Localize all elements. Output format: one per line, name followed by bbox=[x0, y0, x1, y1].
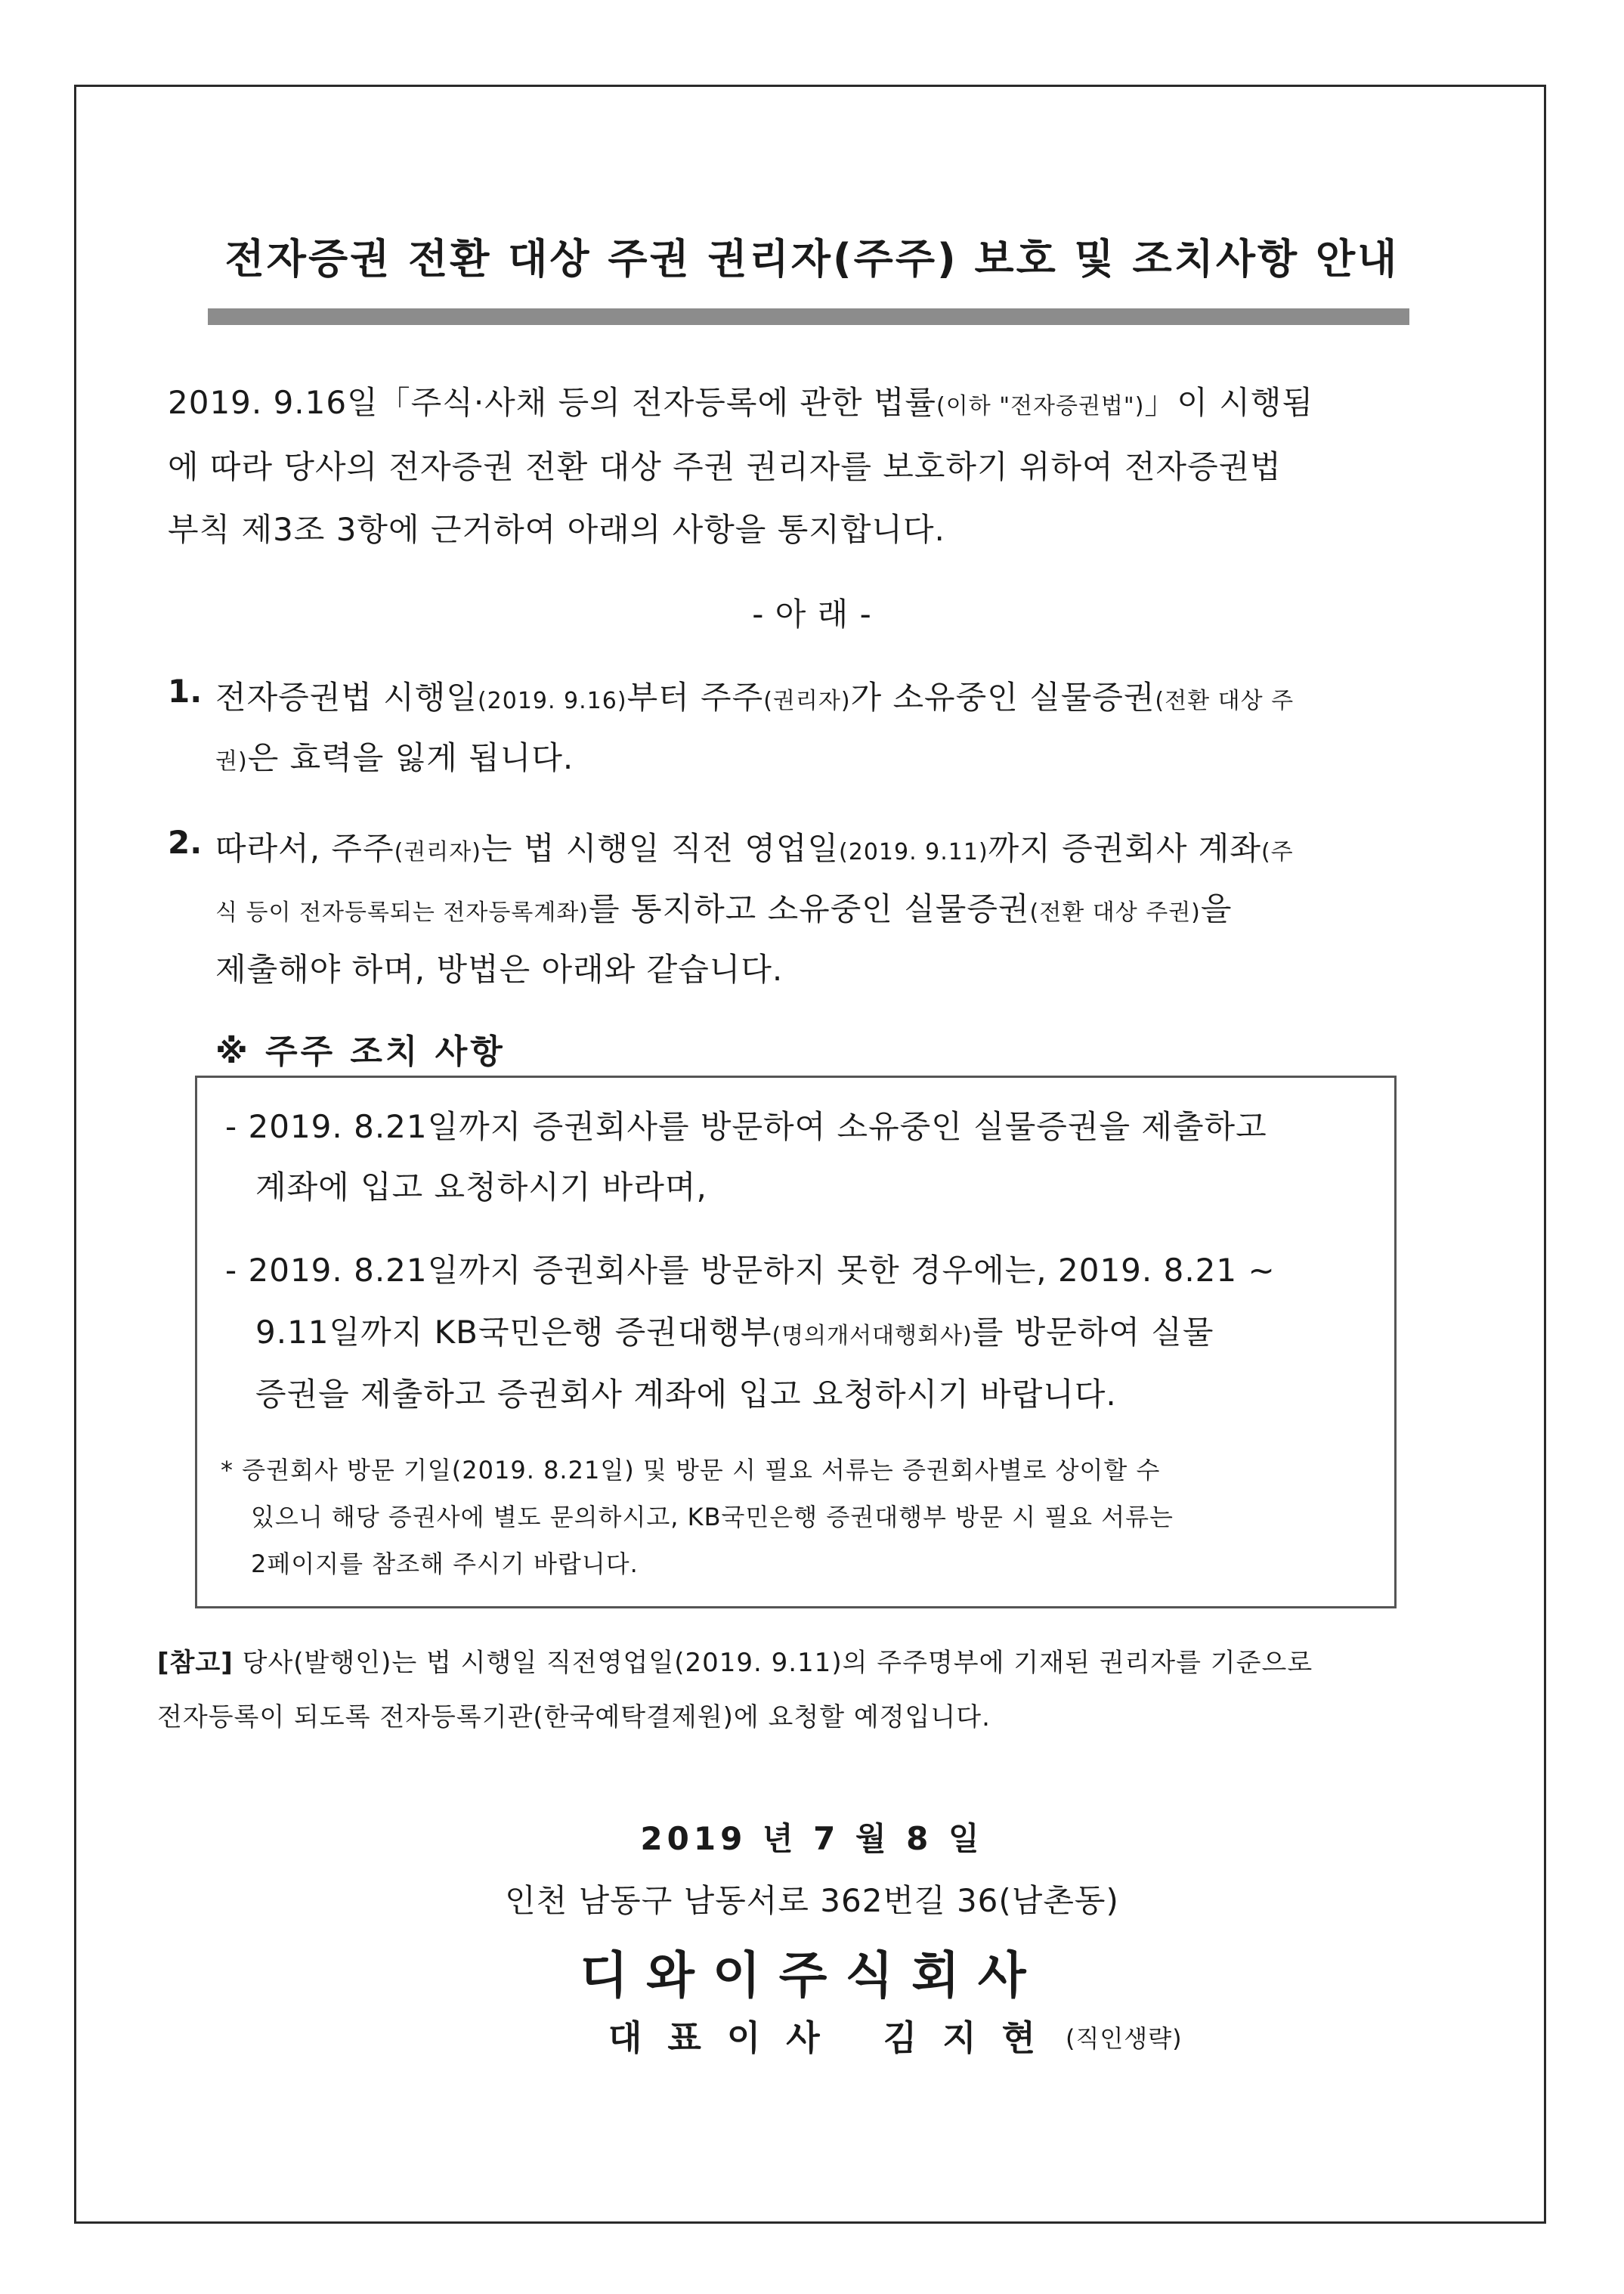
intro-line-2: 에 따라 당사의 전자증권 전환 대상 주권 권리자를 보호하기 위하여 전자증권법 bbox=[168, 448, 1282, 485]
item-1-line-1: 전자증권법 시행일(2019. 9.16)부터 주주(권리자)가 소유중인 실물증권(전환 대상 주 bbox=[215, 679, 1295, 716]
below-marker: - 아 래 - bbox=[752, 596, 872, 633]
item-2-line-2: 식 등이 전자등록되는 전자등록계좌)를 통지하고 소유중인 실물증권(전환 대상 주권)을 bbox=[215, 890, 1233, 927]
action-heading: ※ 주주 조치 사항 bbox=[215, 1032, 506, 1071]
item-1-line-2: 권)은 효력을 잃게 됩니다. bbox=[215, 739, 574, 776]
company-name: 디와이주식회사 bbox=[580, 1946, 1044, 2005]
intro-line-1: 2019. 9.16일「주식·사채 등의 전자등록에 관한 법률(이하 "전자증권법")」이 시행됨 bbox=[168, 384, 1314, 421]
action-2-line-3: 증권을 제출하고 증권회사 계좌에 입고 요청하시기 바랍니다. bbox=[255, 1376, 1117, 1413]
title-underline bbox=[208, 308, 1409, 325]
box-note-line-1: * 증권회사 방문 기일(2019. 8.21일) 및 방문 시 필요 서류는 증권회사별로 상이할 수 bbox=[221, 1456, 1161, 1484]
action-2-line-2: 9.11일까지 KB국민은행 증권대행부(명의개서대행회사)를 방문하여 실물 bbox=[255, 1314, 1214, 1351]
notice-title: 전자증권 전환 대상 주권 권리자(주주) 보호 및 조치사항 안내 bbox=[224, 235, 1400, 283]
action-1-line-2: 계좌에 입고 요청하시기 바라며, bbox=[255, 1169, 707, 1206]
item-2-line-3: 제출해야 하며, 방법은 아래와 같습니다. bbox=[215, 951, 784, 988]
item-2-line-1: 따라서, 주주(권리자)는 법 시행일 직전 영업일(2019. 9.11)까지 증권회사 계좌(주 bbox=[215, 830, 1294, 867]
company-address: 인천 남동구 남동서로 362번길 36(남촌동) bbox=[505, 1882, 1119, 1919]
item-1-number: 1. bbox=[168, 673, 203, 710]
reference-line-1: [참고] 당사(발행인)는 법 시행일 직전영업일(2019. 9.11)의 주주명부에 기재된 권리자를 기준으로 bbox=[157, 1648, 1313, 1678]
intro-line-3: 부칙 제3조 3항에 근거하여 아래의 사항을 통지합니다. bbox=[168, 511, 945, 548]
action-1-line-1: - 2019. 8.21일까지 증권회사를 방문하여 소유중인 실물증권을 제출하고 bbox=[225, 1108, 1267, 1145]
seal-omitted-note: (직인생략) bbox=[1066, 2024, 1183, 2053]
item-2-number: 2. bbox=[168, 824, 203, 861]
reference-line-2: 전자등록이 되도록 전자등록기관(한국예탁결제원)에 요청할 예정입니다. bbox=[157, 1702, 991, 1732]
action-2-line-1: - 2019. 8.21일까지 증권회사를 방문하지 못한 경우에는, 2019. 8.21 ~ bbox=[225, 1252, 1276, 1289]
box-note-line-2: 있으니 해당 증권사에 별도 문의하시고, KB국민은행 증권대행부 방문 시 필요 서류는 bbox=[251, 1503, 1174, 1531]
representative-name: 대표이사 김지현 bbox=[608, 2017, 1062, 2058]
notice-date: 2019 년 7 월 8 일 bbox=[640, 1820, 984, 1857]
box-note-line-3: 2페이지를 참조해 주시기 바랍니다. bbox=[251, 1549, 639, 1578]
